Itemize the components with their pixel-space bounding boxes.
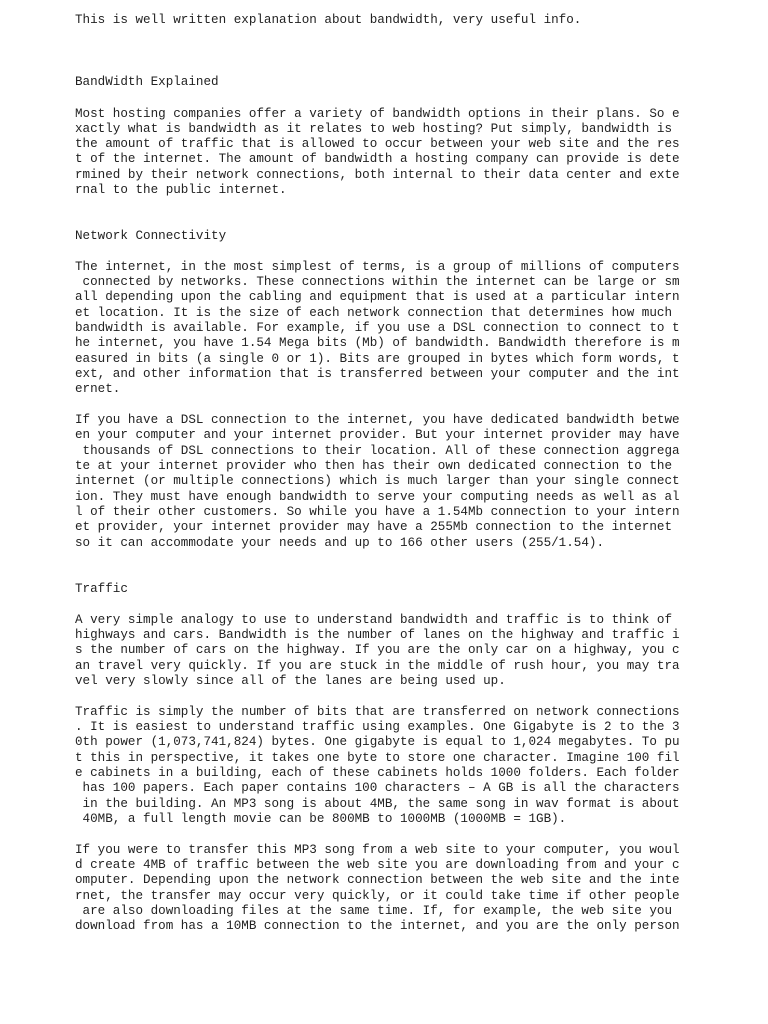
paragraph-line: all depending upon the cabling and equipment that is used at a particular intern — [75, 290, 680, 304]
paragraph-line: rnal to the public internet. — [75, 183, 287, 197]
paragraph-line: s the number of cars on the highway. If you are the only car on a highway, you c — [75, 643, 680, 657]
paragraph-line: has 100 papers. Each paper contains 100 characters – A GB is all the characters — [75, 781, 680, 795]
paragraph-line: internet (or multiple connections) which is much larger than your single connect — [75, 474, 680, 488]
paragraph-line: thousands of DSL connections to their location. All of these connection aggrega — [75, 444, 680, 458]
paragraph-line: ext, and other information that is transferred between your computer and the int — [75, 367, 680, 381]
paragraph-line: he internet, you have 1.54 Mega bits (Mb) of bandwidth. Bandwidth therefore is m — [75, 336, 680, 350]
paragraph-line: highways and cars. Bandwidth is the number of lanes on the highway and traffic i — [75, 628, 680, 642]
paragraph-line: e cabinets in a building, each of these cabinets holds 1000 folders. Each folder — [75, 766, 680, 780]
paragraph-line: A very simple analogy to use to understand bandwidth and traffic is to think of — [75, 613, 673, 627]
paragraph-line: . It is easiest to understand traffic using examples. One Gigabyte is 2 to the 3 — [75, 720, 680, 734]
paragraph-line: vel very slowly since all of the lanes are being used up. — [75, 674, 506, 688]
paragraph-line: Traffic is simply the number of bits that are transferred on network connections — [75, 705, 680, 719]
paragraph-line: an travel very quickly. If you are stuck in the middle of rush hour, you may tra — [75, 659, 680, 673]
paragraph-line: t this in perspective, it takes one byte to store one character. Imagine 100 fil — [75, 751, 680, 765]
paragraph-line: 40MB, a full length movie can be 800MB to 1000MB (1000MB = 1GB). — [75, 812, 567, 826]
paragraph-line: d create 4MB of traffic between the web site you are downloading from and your c — [75, 858, 680, 872]
paragraph-line: en your computer and your internet provider. But your internet provider may have — [75, 428, 680, 442]
paragraph-line: l of their other customers. So while you have a 1.54Mb connection to your intern — [75, 505, 680, 519]
paragraph-line: et location. It is the size of each network connection that determines how much — [75, 306, 673, 320]
paragraph-line: The internet, in the most simplest of terms, is a group of millions of computers — [75, 260, 680, 274]
paragraph-line: easured in bits (a single 0 or 1). Bits are grouped in bytes which form words, t — [75, 352, 680, 366]
document-title: BandWidth Explained — [75, 75, 219, 89]
paragraph-line: the amount of traffic that is allowed to occur between your web site and the res — [75, 137, 680, 151]
paragraph-line: rnet, the transfer may occur very quickly, or it could take time if other people — [75, 889, 680, 903]
paragraph-line: rmined by their network connections, both internal to their data center and exte — [75, 168, 680, 182]
paragraph-line: download from has a 10MB connection to the internet, and you are the only person — [75, 919, 680, 933]
paragraph-line: ernet. — [75, 382, 121, 396]
paragraph-line: t of the internet. The amount of bandwidth a hosting company can provide is dete — [75, 152, 680, 166]
paragraph-line: bandwidth is available. For example, if you use a DSL connection to connect to t — [75, 321, 680, 335]
paragraph-line: ion. They must have enough bandwidth to serve your computing needs as well as al — [75, 490, 680, 504]
section-heading-network-connectivity: Network Connectivity — [75, 229, 227, 243]
paragraph-line: te at your internet provider who then has their own dedicated connection to the — [75, 459, 673, 473]
paragraph-line: connected by networks. These connections within the internet can be large or sm — [75, 275, 680, 289]
paragraph-line: are also downloading files at the same time. If, for example, the web site you — [75, 904, 673, 918]
paragraph-line: Most hosting companies offer a variety of bandwidth options in their plans. So e — [75, 107, 680, 121]
paragraph-line: et provider, your internet provider may have a 255Mb connection to the internet — [75, 520, 673, 534]
paragraph-line: omputer. Depending upon the network connection between the web site and the inte — [75, 873, 680, 887]
paragraph-line: 0th power (1,073,741,824) bytes. One gigabyte is equal to 1,024 megabytes. To pu — [75, 735, 680, 749]
paragraph-line: in the building. An MP3 song is about 4MB, the same song in wav format is about — [75, 797, 680, 811]
section-heading-traffic: Traffic — [75, 582, 128, 596]
intro-text: This is well written explanation about bandwidth, very useful info. — [75, 13, 582, 27]
paragraph-line: xactly what is bandwidth as it relates to web hosting? Put simply, bandwidth is — [75, 122, 673, 136]
paragraph-line: If you have a DSL connection to the internet, you have dedicated bandwidth betwe — [75, 413, 680, 427]
paragraph-line: If you were to transfer this MP3 song from a web site to your computer, you woul — [75, 843, 680, 857]
paragraph-line: so it can accommodate your needs and up to 166 other users (255/1.54). — [75, 536, 605, 550]
